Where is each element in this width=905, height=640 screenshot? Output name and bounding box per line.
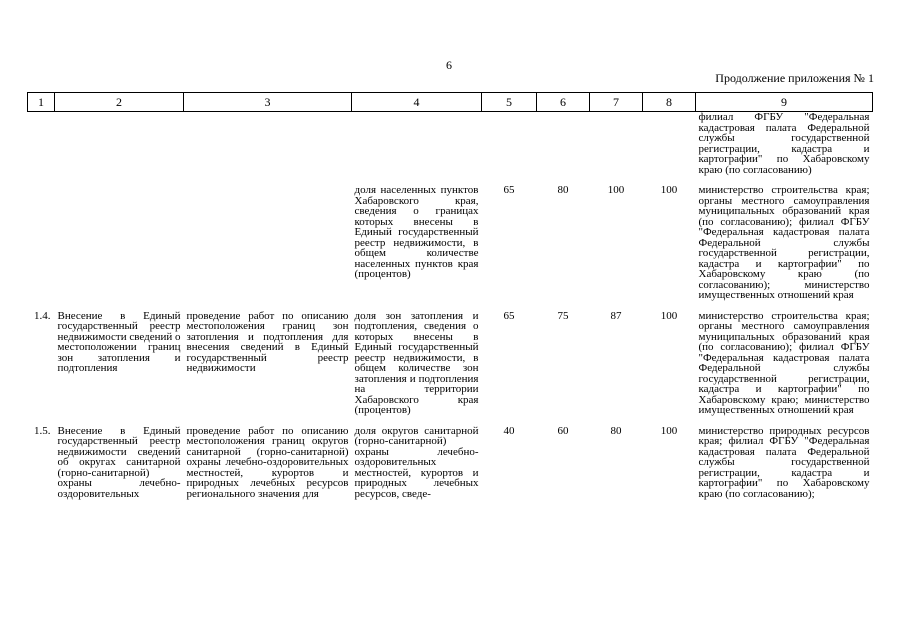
measure-cell <box>55 185 184 301</box>
indicator-cell <box>352 112 482 176</box>
work-cell <box>184 112 352 176</box>
col-header: 3 <box>184 93 352 112</box>
value-cell: 75 <box>557 309 569 322</box>
value-cell: 87 <box>610 309 622 322</box>
value-cell <box>643 112 696 176</box>
indicator-cell: доля зон затопления и подтопления, сведения о которых внесены в Единый государственный реестр недвижимости, в общем количестве зон затопления и подтопления на территории Хабаровского края (процентов) <box>354 309 479 416</box>
value-cell: 100 <box>660 309 678 322</box>
row-number: 1.5. <box>34 424 51 437</box>
row-number: 1.4. <box>34 309 51 322</box>
col-header: 2 <box>55 93 184 112</box>
measure-cell: Внесение в Единый государственный реестр недвижимости сведений о местоположении границ зон затопления и подтопления <box>57 309 181 374</box>
value-cell: 40 <box>503 424 515 437</box>
indicator-cell: доля населенных пунктов Хабаровского края, сведения о границах которых внесены в Единый государственный реестр недвижимости, в общем количестве населенных пунктов края (процентов) <box>354 184 479 280</box>
responsible-cell: министерство строительства края; органы местного самоуправления муниципальных образований края (по согласованию); филиал ФГБУ "Федеральная кадастровая палата Федеральной службы государственной регистрации, кадастра и картографии" по Хабаровскому краю; министерство имущественных отношений края <box>698 309 870 416</box>
value-cell: 65 <box>503 184 515 196</box>
col-header: 4 <box>352 93 482 112</box>
col-header: 7 <box>590 93 643 112</box>
measure-cell: Внесение в Единый государственный реестр недвижимости сведений об округах санитарной (горно-санитарной) охраны лечебно-оздоровительных <box>57 424 181 500</box>
table-row <box>28 112 873 176</box>
responsible-cell: министерство строительства края; органы местного самоуправления муниципальных образований края (по согласованию); филиал ФГБУ "Федеральная кадастровая палата Федеральной службы государственной регистрации, кадастра и картографии" по Хабаровскому краю (по согласованию); министерство имущественных отношений края <box>698 184 870 301</box>
table-row <box>28 311 873 416</box>
work-cell: проведение работ по описанию местоположения границ зон затопления и подтопления для внесения сведений в Единый государственный реестр недвижимости <box>186 309 349 374</box>
col-header: 1 <box>28 93 55 112</box>
indicator-cell: доля округов санитарной (горно-санитарной) охраны лечебно-оздоровительных местностей, курортов и природных лечебных ресурсов, сведе- <box>354 424 479 500</box>
col-header: 9 <box>696 93 873 112</box>
header-row <box>28 93 873 112</box>
value-cell <box>537 112 590 176</box>
value-cell: 80 <box>610 424 622 437</box>
table-row <box>28 185 873 301</box>
responsible-cell: министерство природных ресурсов края; филиал ФГБУ "Федеральная кадастровая палата Федеральной службы государственной регистрации, кадастра и картографии" по Хабаровскому краю (по согласованию); <box>698 424 870 500</box>
table-row <box>28 426 873 500</box>
row-number <box>28 185 55 301</box>
page-number: 6 <box>446 58 452 72</box>
value-cell: 80 <box>557 184 569 196</box>
measure-cell <box>55 112 184 176</box>
col-header: 5 <box>482 93 537 112</box>
col-header: 8 <box>643 93 696 112</box>
work-cell <box>184 185 352 301</box>
value-cell <box>482 112 537 176</box>
value-cell: 65 <box>503 309 515 322</box>
value-cell: 60 <box>557 424 569 437</box>
value-cell <box>590 112 643 176</box>
value-cell: 100 <box>607 184 625 196</box>
col-header: 6 <box>537 93 590 112</box>
continuation-label: Продолжение приложения № 1 <box>715 71 874 85</box>
value-cell: 100 <box>660 424 678 437</box>
work-cell: проведение работ по описанию местоположения границ округов санитарной (горно-санитарной) охраны лечебно-оздоровительных местностей, курортов и природных лечебных ресурсов регионального значения для <box>186 424 349 500</box>
plan-table <box>27 92 873 499</box>
responsible-cell: филиал ФГБУ "Федеральная кадастровая палата Федеральной службы государственной регистрации, кадастра и картографии" по Хабаровскому краю (по согласованию) <box>698 111 870 176</box>
value-cell: 100 <box>660 184 678 196</box>
row-number <box>28 112 55 176</box>
